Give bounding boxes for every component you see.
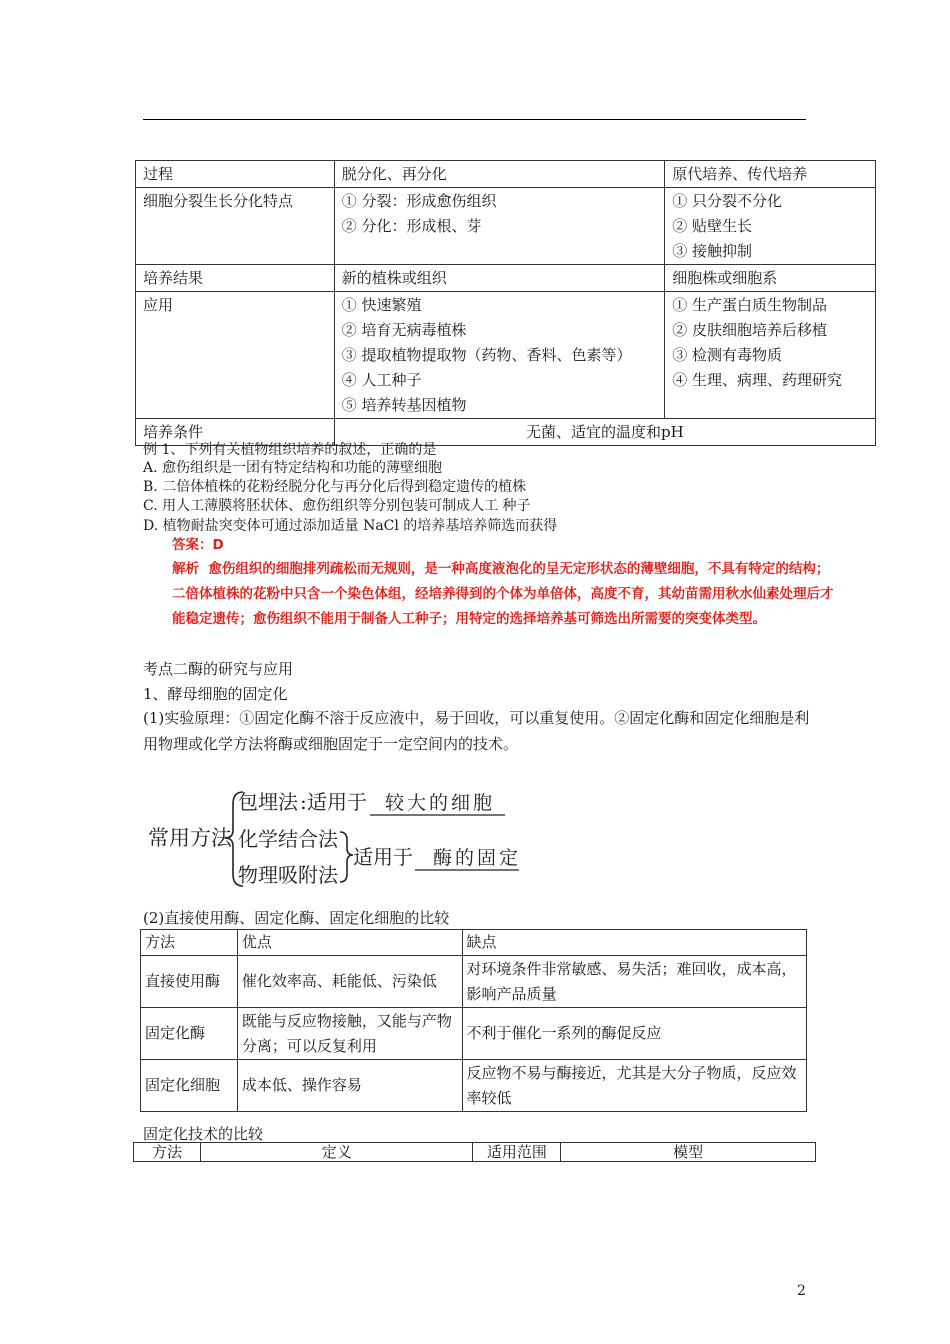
table-cell: 原代培养、传代培养: [665, 161, 876, 188]
list-item: ④ 生理、病理、药理研究: [672, 371, 843, 389]
table-cell: 缺点: [462, 930, 806, 956]
list-item: ② 贴壁生长: [672, 217, 753, 235]
list-item: ① 快速繁殖: [341, 296, 422, 314]
table-cell: 固定化酶: [141, 1008, 238, 1060]
method-chemical: 化学结合法: [238, 827, 338, 851]
table-cell: 模型: [561, 1143, 816, 1162]
right-brace: [340, 832, 353, 882]
list-item: ③ 提取植物提取物（药物、香料、色素等）: [341, 346, 632, 364]
method-embedding: 包埋法: [238, 790, 298, 814]
subsection-heading: 1、酵母细胞的固定化: [143, 685, 288, 703]
table-row: [141, 1008, 807, 1060]
table-cell: 优点: [237, 930, 462, 956]
table-cell: [334, 188, 665, 265]
table-cell: 固定化细胞: [141, 1060, 238, 1112]
option-d: D. 植物耐盐突变体可通过添加适量 NaCl 的培养基培养筛选而获得: [143, 518, 558, 534]
list-item: ③ 检测有毒物质: [672, 346, 783, 364]
page-number: 2: [797, 1283, 806, 1299]
principle-paragraph: (1)实验原理：①固定化酶不溶于反应液中，易于回收，可以重复使用。②固定化酶和固定化细胞是利用物理或化学方法将酶或细胞固定于一定空间内的技术。: [143, 709, 810, 753]
table-cell: 脱分化、再分化: [334, 161, 665, 188]
list-item: ② 分化：形成根、芽: [341, 217, 482, 235]
table-cell: 既能与反应物接触，又能与产物分离；可以反复利用: [237, 1008, 462, 1060]
option-a: A. 愈伤组织是一团有特定结构和功能的薄壁细胞: [143, 460, 443, 476]
list-item: ⑤ 培养转基因植物: [341, 396, 467, 414]
answer-text: 答案：D: [172, 537, 224, 553]
table-cell: 不利于催化一系列的酶促反应: [462, 1008, 806, 1060]
technique-comparison-table: [133, 1142, 816, 1162]
list-item: ② 皮肤细胞培养后移植: [672, 321, 828, 339]
table-row: [134, 1143, 816, 1162]
tech-title: 固定化技术的比较: [143, 1125, 264, 1143]
method23-suffix: 适用于: [353, 845, 413, 869]
list-item: ① 分裂：形成愈伤组织: [341, 192, 497, 210]
table-cell: [334, 292, 665, 419]
method1-suffix: 适用于: [307, 790, 367, 814]
list-item: ② 培育无病毒植株: [341, 321, 467, 339]
table-cell: 定义: [200, 1143, 473, 1162]
table-row: [136, 188, 876, 265]
table-cell: 催化效率高、耗能低、污染低: [237, 956, 462, 1008]
table-cell: 成本低、操作容易: [237, 1060, 462, 1112]
methods-root: 常用方法: [148, 826, 232, 850]
option-b: B. 二倍体植株的花粉经脱分化与再分化后得到稳定遗传的植株: [143, 479, 527, 495]
table-cell: 方法: [134, 1143, 201, 1162]
analysis-text: 愈伤组织的细胞排列疏松而无规则，是一种高度液泡化的呈无定形状态的薄壁细胞，不具有特定的结构；二倍体植株的花粉中只含一个染色体组，经培养得到的个体为单倍体，高度不育，其幼苗需用秋水仙素处理后才能稳定遗传；愈伤组织不能用于制备人工种子；用特定的选择培养基可筛选出所需要的突变体类型。: [172, 561, 834, 627]
header-rule: [143, 119, 806, 120]
table-cell: 对环境条件非常敏感、易失活；难回收，成本高，影响产品质量: [462, 956, 806, 1008]
table-cell: 新的植株或组织: [334, 265, 665, 292]
table-row: [141, 956, 807, 1008]
example-question: 例 1、下列有关植物组织培养的叙述，正确的是: [143, 442, 437, 458]
table-cell: 反应物不易与酶接近，尤其是大分子物质，反应效率较低: [462, 1060, 806, 1112]
compare-title: (2)直接使用酶、固定化酶、固定化细胞的比较: [143, 909, 450, 927]
colon-mark: :: [300, 790, 307, 814]
table-row: [136, 161, 876, 188]
list-item: ④ 人工种子: [341, 371, 422, 389]
table-cell: [665, 292, 876, 419]
methods-diagram: [143, 782, 543, 892]
table-row: [141, 930, 807, 956]
table-cell: 方法: [141, 930, 238, 956]
table-cell: 培养结果: [136, 265, 335, 292]
analysis-block: [172, 557, 834, 632]
list-item: ① 生产蛋白质生物制品: [672, 296, 828, 314]
table-cell: 直接使用酶: [141, 956, 238, 1008]
option-c: C. 用人工薄膜将胚状体、愈伤组织等分别包装可制成人工 种子: [143, 498, 531, 514]
section-heading: 考点二酶的研究与应用: [143, 660, 294, 678]
table-cell: 应用: [136, 292, 335, 419]
table-cell: 培养条件: [136, 419, 335, 446]
table-row: [141, 1060, 807, 1112]
list-item: ① 只分裂不分化: [672, 192, 783, 210]
table-cell: 细胞株或细胞系: [665, 265, 876, 292]
enzyme-comparison-table: [140, 929, 807, 1112]
method1-target: 较大的细胞: [385, 792, 496, 814]
method23-target: 酶的固定: [433, 847, 522, 869]
table-cell: 适用范围: [473, 1143, 561, 1162]
table-cell: 细胞分裂生长分化特点: [136, 188, 335, 265]
table-cell: [665, 188, 876, 265]
table-row: [136, 265, 876, 292]
analysis-label: 解析: [172, 561, 199, 577]
table-row: [136, 292, 876, 419]
table-cell: 无菌、适宜的温度和pH: [334, 419, 875, 446]
list-item: ③ 接触抑制: [672, 242, 753, 260]
method-adsorption: 物理吸附法: [238, 863, 338, 887]
culture-comparison-table: [135, 160, 876, 446]
table-cell: 过程: [136, 161, 335, 188]
